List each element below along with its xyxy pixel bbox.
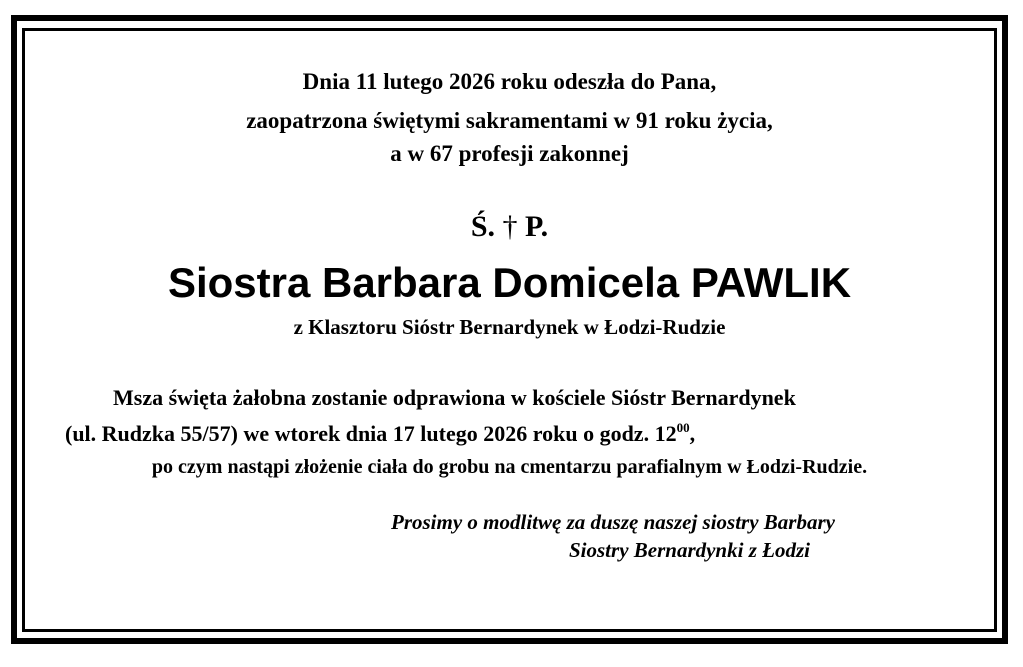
- mass-time-minutes: 00: [676, 420, 690, 435]
- heading-suffix: P.: [525, 210, 549, 243]
- prayer-request: Prosimy o modlitwę za duszę naszej siostry Barbary: [391, 510, 835, 534]
- signature: Siostry Bernardynki z Łodzi: [569, 538, 810, 562]
- mass-line-3: po czym nastąpi złożenie ciała do grobu na cmentarzu parafialnym w Łodzi-Rudzie.: [151, 456, 868, 478]
- intro-line-3: a w 67 profesji zakonnej: [390, 141, 629, 166]
- mass-line-2: [65, 421, 695, 447]
- mass-line-2-tail: ,: [689, 421, 696, 446]
- heading-prefix: Ś.: [470, 210, 496, 243]
- intro-line-1: Dnia 11 lutego 2026 roku odeszła do Pana,: [302, 69, 717, 94]
- intro-line-2: zaopatrzona świętymi sakramentami w 91 roku życia,: [246, 108, 773, 133]
- memorial-heading: [25, 210, 994, 244]
- mass-line-1: Msza święta żałobna zostanie odprawiona w kościele Sióstr Bernardynek: [113, 385, 796, 410]
- obituary-notice: [25, 31, 994, 629]
- deceased-origin: z Klasztoru Sióstr Bernardynek w Łodzi-Rudzie: [293, 315, 726, 339]
- deceased-name: Siostra Barbara Domicela PAWLIK: [167, 259, 852, 306]
- mass-line-2-text: (ul. Rudzka 55/57) we wtorek dnia 17 lutego 2026 roku o godz. 12: [65, 421, 677, 446]
- cross-icon: †: [502, 210, 518, 243]
